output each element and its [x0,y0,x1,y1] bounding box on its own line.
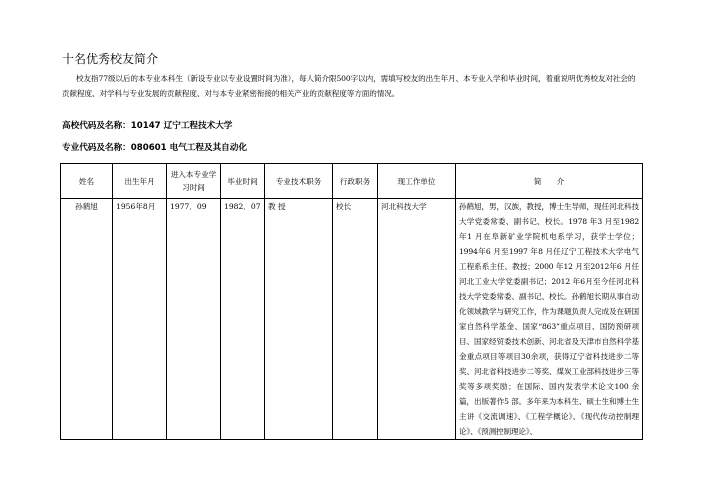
alumni-table [60,163,643,440]
header-birth: 出生年月 [113,164,167,199]
header-title: 专业技术职务 [265,164,333,199]
cell-name: 孙鹤旭 [61,199,113,440]
cell-admin: 校长 [333,199,378,440]
table-row [61,199,643,440]
intro-paragraph: 校友指77级以后的本专业本科生（新设专业以专业设置时间为准），每人简介限500字以内，需填写校友的出生年月、本专业入学和毕业时间，着重说明优秀校友对社会的贡献程度、对学科与专业发展的贡献程度、对与本专业紧密衔接的相关产业的贡献程度等方面的情况。 [62,74,636,98]
cell-workplace: 河北科技大学 [378,199,456,440]
header-name: 姓名 [61,164,113,199]
header-graduate: 毕业时间 [221,164,265,199]
header-enroll: 进入本专业学习时间 [167,164,221,199]
cell-graduate: 1982．07 [221,199,265,440]
header-admin: 行政职务 [333,164,378,199]
school-code-name: 高校代码及名称：10147 辽宁工程技术大学 [62,121,233,131]
cell-bio: 孙鹤旭，男，汉族，教授，博士生导师，现任河北科技大学党委常委、副书记、校长。1978 年3 月至1982 年1 月在阜新矿业学院机电系学习，获学士学位；1994年6 月至1997 年8 月任辽宁工程技术大学电气工程系系主任、教授；2000 年12 月至2012年6 月任河北工业大学党委副书记；2012 年6月至今任河北科技大学党委常委、副书记、校长。孙鹤旭长期从事自动化领域教学与研究工作，作为课题负责人完成及在研国家自然科学基金、国家“863”重点项目、国防预研项目、国家经贸委技术创新、河北省及天津市自然科学基金重点项目等项目30余项，获得辽宁省科技进步二等奖、河北省科技进步二等奖、煤炭工业部科技进步三等奖等多项奖励；在国际、国内发表学术论文100 余篇，出版著作5 部。多年来为本科生、硕士生和博士生主讲《交流调速》、《工程学概论》、《现代传动控制理论》、《预测控制理论》、 [456,199,643,440]
cell-birth: 1956年8月 [113,199,167,440]
table-header-row [61,164,643,199]
cell-title: 教 授 [265,199,333,440]
cell-enroll: 1977．09 [167,199,221,440]
major-code-name: 专业代码及名称：080601 电气工程及其自动化 [62,143,247,153]
page-title: 十名优秀校友简介 [62,52,159,66]
header-workplace: 现工作单位 [378,164,456,199]
header-bio: 简 介 [456,164,643,199]
